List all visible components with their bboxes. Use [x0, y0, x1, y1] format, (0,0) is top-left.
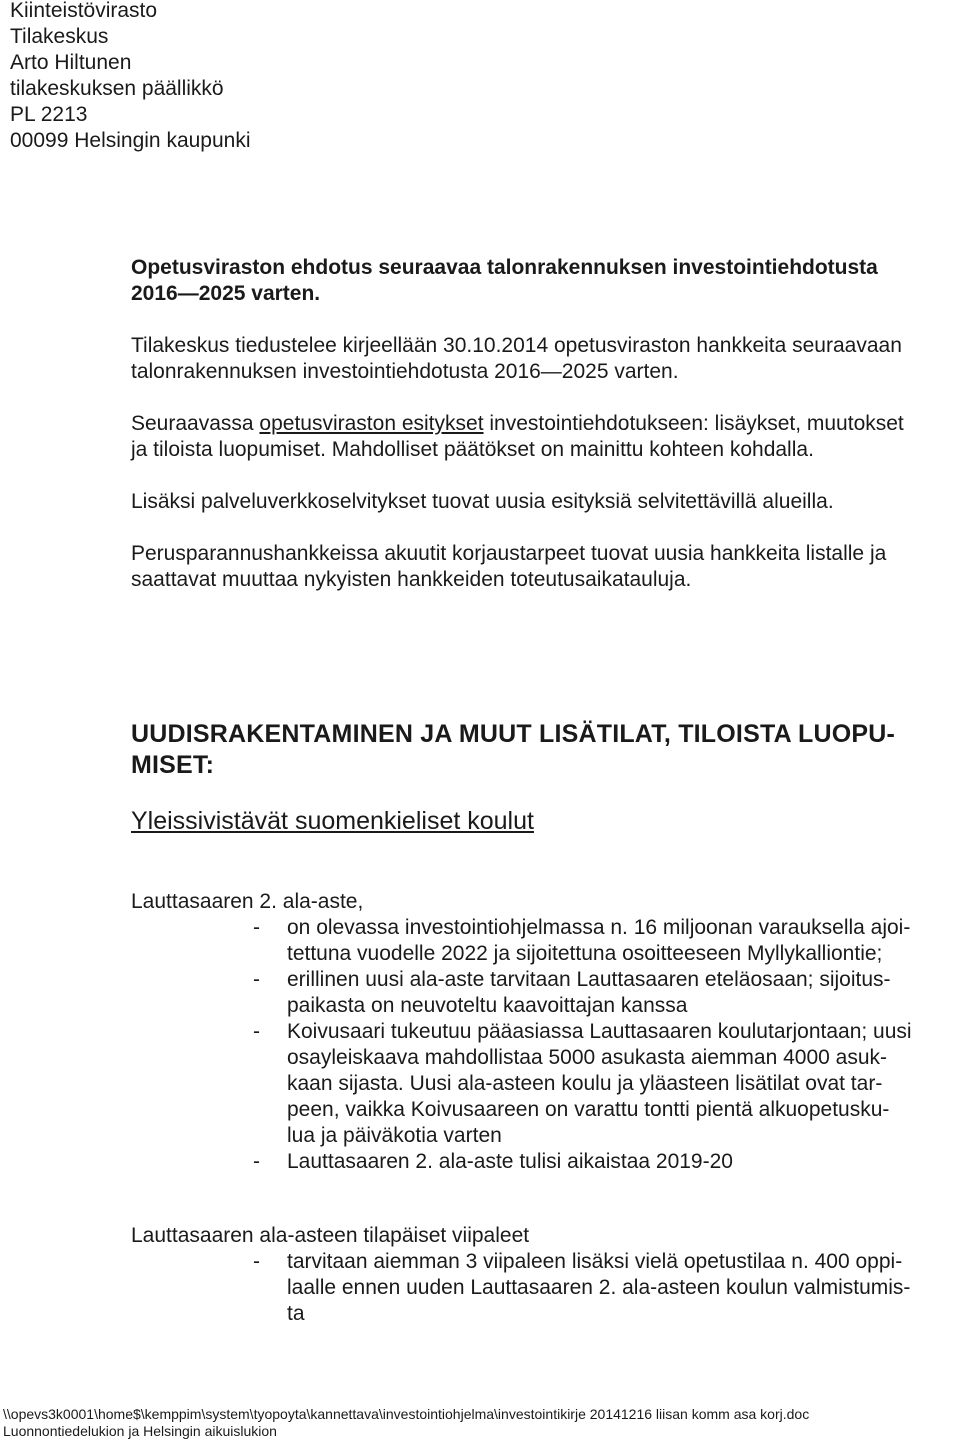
list-item-line: peen, vaikka Koivusaareen on varattu tontti pientä alkuopetusku- [287, 1098, 890, 1121]
school-title: Lauttasaaren ala-asteen tilapäiset viipaleet [131, 1224, 530, 1247]
paragraph-text: investointiehdotukseen: lisäykset, muutokset [483, 412, 904, 435]
paragraph-line: Lisäksi palveluverkkoselvitykset tuovat uusia esityksiä selvitettävillä alueilla. [131, 490, 834, 513]
list-item-line: laalle ennen uuden Lauttasaaren 2. ala-asteen koulun valmistumis- [287, 1276, 911, 1299]
paragraph-line: saattavat muuttaa nykyisten hankkeiden toteutusaikatauluja. [131, 568, 692, 591]
paragraph-line: ja tiloista luopumiset. Mahdolliset päätökset on mainittu kohteen kohdalla. [131, 438, 814, 461]
list-item-line: osayleiskaava mahdollistaa 5000 asukasta aiemman 4000 asuk- [287, 1046, 888, 1069]
address-line: Arto Hiltunen [10, 51, 132, 74]
list-item-line: tarvitaan aiemman 3 viipaleen lisäksi vielä opetustilaa n. 400 oppi- [287, 1250, 903, 1273]
dash-marker: - [253, 1020, 260, 1043]
list-item-line: lua ja päiväkotia varten [287, 1124, 502, 1147]
underlined-text: opetusviraston esitykset [259, 412, 484, 435]
subject-line: 2016—2025 varten. [131, 282, 321, 305]
dash-marker: - [253, 1150, 260, 1173]
list-item-line: kaan sijasta. Uusi ala-asteen koulu ja yläasteen lisätilat ovat tar- [287, 1072, 883, 1095]
recipient-address [10, 0, 251, 154]
paragraph-line: Perusparannushankkeissa akuutit korjaustarpeet tuovat uusia hankkeita listalle ja [131, 542, 887, 565]
list-item-line: tettuna vuodelle 2022 ja sijoitettuna osoitteeseen Myllykalliontie; [287, 942, 883, 965]
heading-line: UUDISRAKENTAMINEN JA MUUT LISÄTILAT, TILOISTA LUOPU- [131, 720, 896, 748]
address-line: PL 2213 [10, 103, 88, 126]
footer-note: Luonnontiedelukion ja Helsingin aikuislukion [3, 1423, 277, 1439]
list-item-line: erillinen uusi ala-aste tarvitaan Lauttasaaren eteläosaan; sijoitus- [287, 968, 891, 991]
section-heading [131, 719, 956, 781]
footer-file-path: \\opevs3k0001\home$\kemppim\system\tyopoyta\kannettava\investointiohjelma\investointikirje 20141216 liisan komm asa korj.doc [3, 1406, 810, 1422]
address-line: tilakeskuksen päällikkö [10, 77, 224, 100]
paragraph-text: Seuraavassa [131, 412, 260, 435]
dash-marker: - [253, 1250, 260, 1273]
letter-subject [131, 255, 953, 307]
list-item-line: on olevassa investointiohjelmassa n. 16 miljoonan varauksella ajoi- [287, 916, 911, 939]
list-item-line: ta [287, 1302, 305, 1325]
section-subheading: Yleissivistävät suomenkieliset koulut [131, 807, 534, 835]
list-item-line: Lauttasaaren 2. ala-aste tulisi aikaistaa 2019-20 [287, 1150, 733, 1173]
intro-paragraph-4 [131, 541, 956, 593]
address-line: 00099 Helsingin kaupunki [10, 129, 251, 152]
list-item [131, 1149, 956, 1175]
list-item-line: paikasta on neuvoteltu kaavoittajan kanssa [287, 994, 688, 1017]
intro-paragraph-1 [131, 333, 956, 385]
list-item [131, 1019, 956, 1149]
address-line: Kiinteistövirasto [10, 0, 158, 22]
list-item [131, 967, 956, 1019]
school-bullet-list [131, 915, 956, 1175]
list-item [131, 915, 956, 967]
paragraph-line [131, 411, 956, 437]
dash-marker: - [253, 916, 260, 939]
subject-line: Opetusviraston ehdotus seuraavaa talonrakennuksen investointiehdotusta [131, 256, 878, 279]
intro-paragraph-3 [131, 489, 956, 515]
intro-paragraph-2 [131, 411, 956, 463]
school-title: Lauttasaaren 2. ala-aste, [131, 890, 364, 913]
list-item-line: Koivusaari tukeutuu pääasiassa Lauttasaaren koulutarjontaan; uusi [287, 1020, 912, 1043]
heading-line: MISET: [131, 751, 215, 779]
paragraph-line: Tilakeskus tiedustelee kirjeellään 30.10.2014 opetusviraston hankkeita seuraavaan [131, 334, 902, 357]
address-line: Tilakeskus [10, 25, 109, 48]
paragraph-line: talonrakennuksen investointiehdotusta 2016—2025 varten. [131, 360, 679, 383]
dash-marker: - [253, 968, 260, 991]
school-bullet-list [131, 1249, 956, 1327]
list-item [131, 1249, 956, 1327]
